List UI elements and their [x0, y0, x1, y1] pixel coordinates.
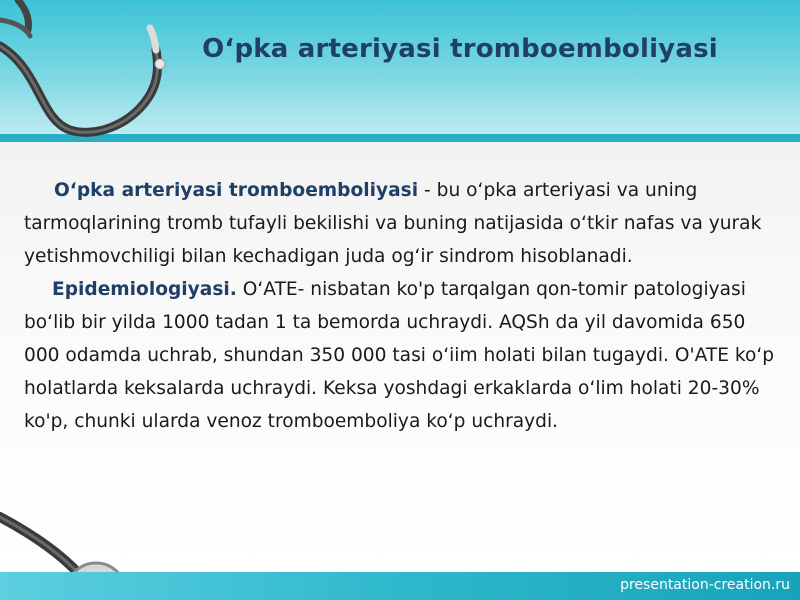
- definition-text: - bu o‘pka arteriyasi va uning tarmoqlarining tromb tufayli bekilishi va buning natijasida o‘tkir nafas va yurak yetishmovchiligi bilan kechadigan juda og‘ir sindrom hisoblanadi.: [24, 180, 762, 267]
- definition-paragraph: [24, 174, 784, 273]
- slide-footer: [0, 572, 800, 600]
- slide-title: O‘pka arteriyasi tromboemboliyasi: [202, 34, 718, 64]
- footer-watermark: presentation-creation.ru: [620, 577, 790, 593]
- slide-body: [24, 174, 784, 438]
- epidemiology-text: O‘ATE- nisbatan ko'p tarqalgan qon-tomir patologiyasi bo‘lib bir yilda 1000 tadan 1 ta bemorda uchraydi. AQSh da yil davomida 650 000 odamda uchrab, shundan 350 000 tasi o‘iim holati bilan tugaydi. O'ATE ko‘p holatlarda keksalarda uchraydi. Keksa yoshdagi erkaklarda o‘lim holati 20-30% ko'p, chunki ularda venoz tromboemboliya ko‘p uchraydi.: [24, 279, 775, 432]
- epidemiology-term: Epidemiologiyasi.: [52, 279, 237, 300]
- definition-term: O‘pka arteriyasi tromboemboliyasi: [54, 180, 419, 201]
- stethoscope-top-icon: [0, 0, 190, 142]
- epidemiology-paragraph: [24, 273, 784, 438]
